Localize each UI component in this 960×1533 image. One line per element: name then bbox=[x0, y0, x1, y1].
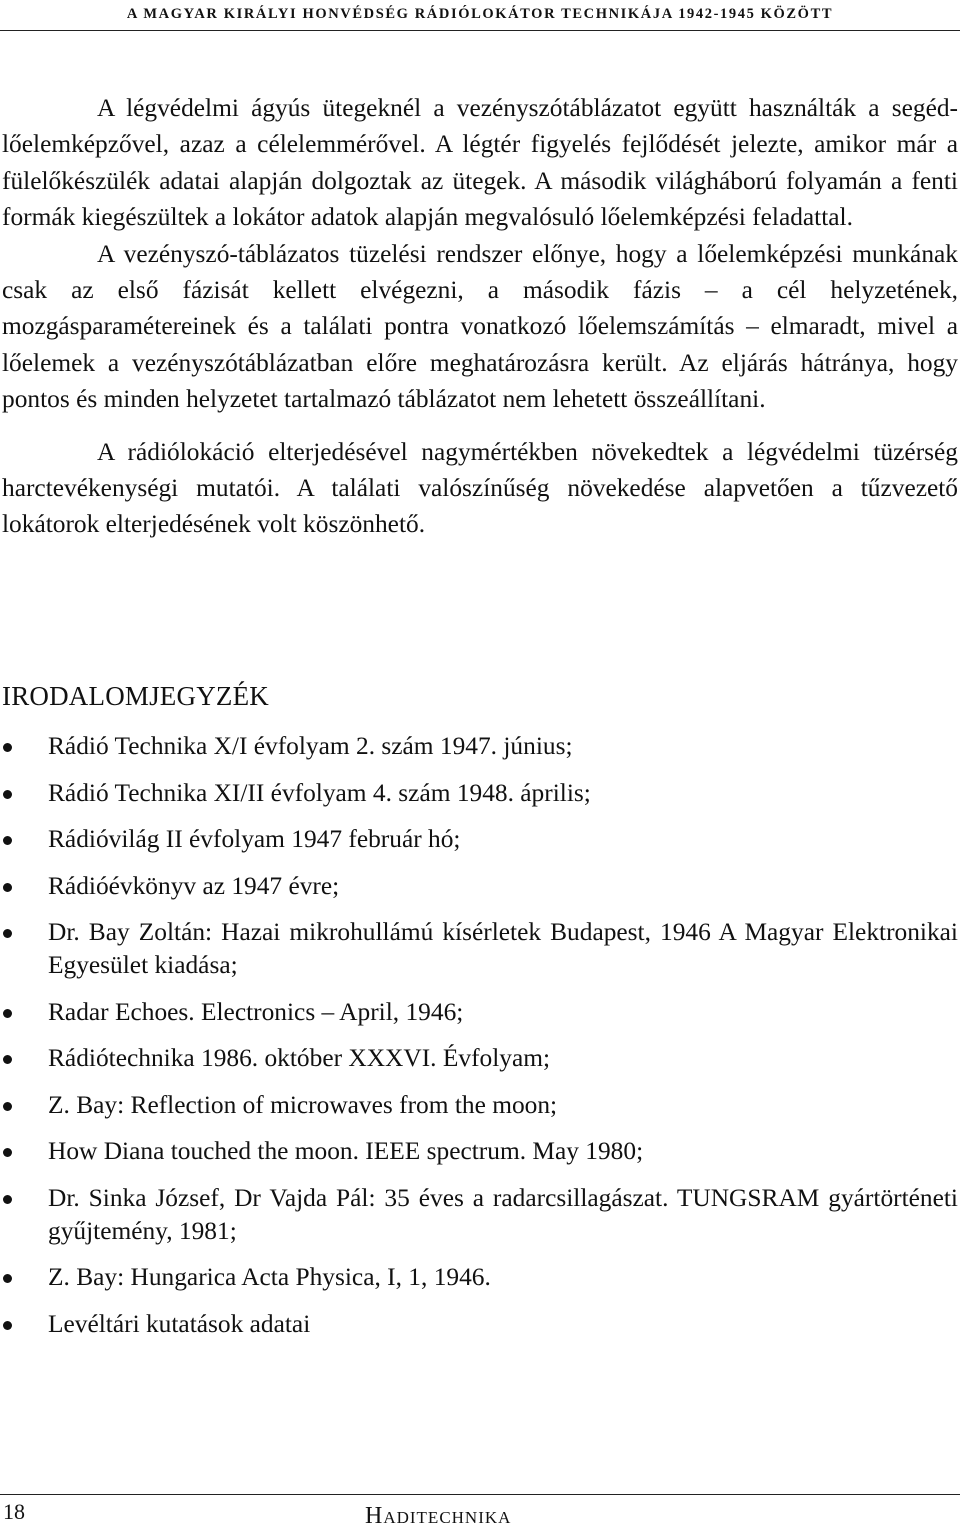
reference-text: Dr. Sinka József, Dr Vajda Pál: 35 éves a radarcsillagászat. TUNGSRAM gyártörténeti gyűjtemény, 1981; bbox=[48, 1183, 958, 1245]
reference-text: Dr. Bay Zoltán: Hazai mikrohullámú kísérletek Budapest, 1946 A Magyar Elektronikai Egyesület kiadása; bbox=[48, 918, 958, 979]
reference-item bbox=[0, 996, 958, 1029]
reference-item bbox=[0, 1182, 958, 1248]
reference-item bbox=[0, 870, 958, 903]
reference-text: Levéltári kutatások adatai bbox=[48, 1309, 311, 1338]
journal-name: Haditechnika bbox=[365, 1503, 512, 1529]
reference-text: Rádió Technika X/I évfolyam 2. szám 1947. június; bbox=[48, 732, 573, 760]
reference-item bbox=[0, 823, 958, 856]
paragraph-1: A légvédelmi ágyús ütegeknél a vezényszótáblázatot együtt használták a segéd-lőelemképzővel, azaz a célelemmérővel. A légtér figyelés fejlődését jelezte, amikor már a fülelőkészülék adatai alapján dolgoztak az ütegek. A második világháború folyamán a fenti formák kiegészültek a lokátor adatok alapján megvalósuló lőelemképzési feladattal. bbox=[2, 94, 958, 232]
bullet-icon bbox=[3, 836, 12, 845]
page-number: 18 bbox=[3, 1499, 25, 1524]
reference-item bbox=[0, 1135, 958, 1168]
reference-text: How Diana touched the moon. IEEE spectrum. May 1980; bbox=[48, 1137, 644, 1165]
reference-text: Rádió Technika XI/II évfolyam 4. szám 1948. április; bbox=[48, 778, 591, 807]
bullet-icon bbox=[3, 929, 12, 938]
reference-text: Rádióévkönyv az 1947 évre; bbox=[48, 871, 340, 900]
reference-text: Rádióvilág II évfolyam 1947 február hó; bbox=[48, 825, 461, 853]
bullet-icon bbox=[3, 1009, 12, 1018]
running-header bbox=[0, 4, 960, 31]
reference-item bbox=[0, 1308, 958, 1341]
reference-text: Z. Bay: Reflection of microwaves from the moon; bbox=[48, 1090, 558, 1119]
reference-item bbox=[0, 777, 958, 810]
bullet-icon bbox=[3, 1195, 12, 1204]
bullet-icon bbox=[3, 790, 12, 799]
references-heading: IRODALOMJEGYZÉK bbox=[2, 681, 269, 711]
paragraph-2: A vezényszó-táblázatos tüzelési rendszer előnye, hogy a lőelemképzési munkának csak az első fázisát kellett elvégezni, a második fázis – a cél helyzetének, mozgásparamétereinek és a találati pontra vonatkozó lőelemszámítás – elmaradt, mivel a lőelemek a vezényszótáblázatban előre meghatározásra került. Az eljárás hátránya, hogy pontos és minden helyzetet tartalmazó táblázatot nem lehetett összeállítani. bbox=[2, 239, 958, 414]
reference-item bbox=[0, 1089, 958, 1122]
running-header-title: A MAGYAR KIRÁLYI HONVÉDSÉG RÁDIÓLOKÁTOR TECHNIKÁJA 1942-1945 KÖZÖTT bbox=[126, 6, 834, 22]
references-list bbox=[0, 730, 958, 1354]
bullet-icon bbox=[3, 883, 12, 892]
bullet-icon bbox=[3, 1148, 12, 1157]
reference-item bbox=[0, 1042, 958, 1075]
bullet-icon bbox=[3, 743, 12, 752]
footer-divider bbox=[0, 1494, 960, 1495]
bullet-icon bbox=[3, 1055, 12, 1064]
reference-item bbox=[0, 916, 958, 982]
reference-text: Rádiótechnika 1986. október XXXVI. Évfolyam; bbox=[48, 1044, 551, 1072]
bullet-icon bbox=[3, 1102, 12, 1111]
bullet-icon bbox=[3, 1274, 12, 1283]
reference-text: Z. Bay: Hungarica Acta Physica, I, 1, 1946. bbox=[48, 1263, 491, 1291]
bullet-icon bbox=[3, 1321, 12, 1330]
reference-item bbox=[0, 1261, 958, 1294]
reference-text: Radar Echoes. Electronics – April, 1946; bbox=[48, 997, 464, 1026]
reference-item bbox=[0, 730, 958, 763]
article-body bbox=[2, 90, 958, 559]
paragraph-3: A rádiólokáció elterjedésével nagymértékben növekedtek a légvédelmi tüzérség harctevékenységi mutatói. A találati valószínűség növekedése alapvetően a tűzvezető lokátorok elterjedésének volt köszönhető. bbox=[2, 437, 958, 539]
